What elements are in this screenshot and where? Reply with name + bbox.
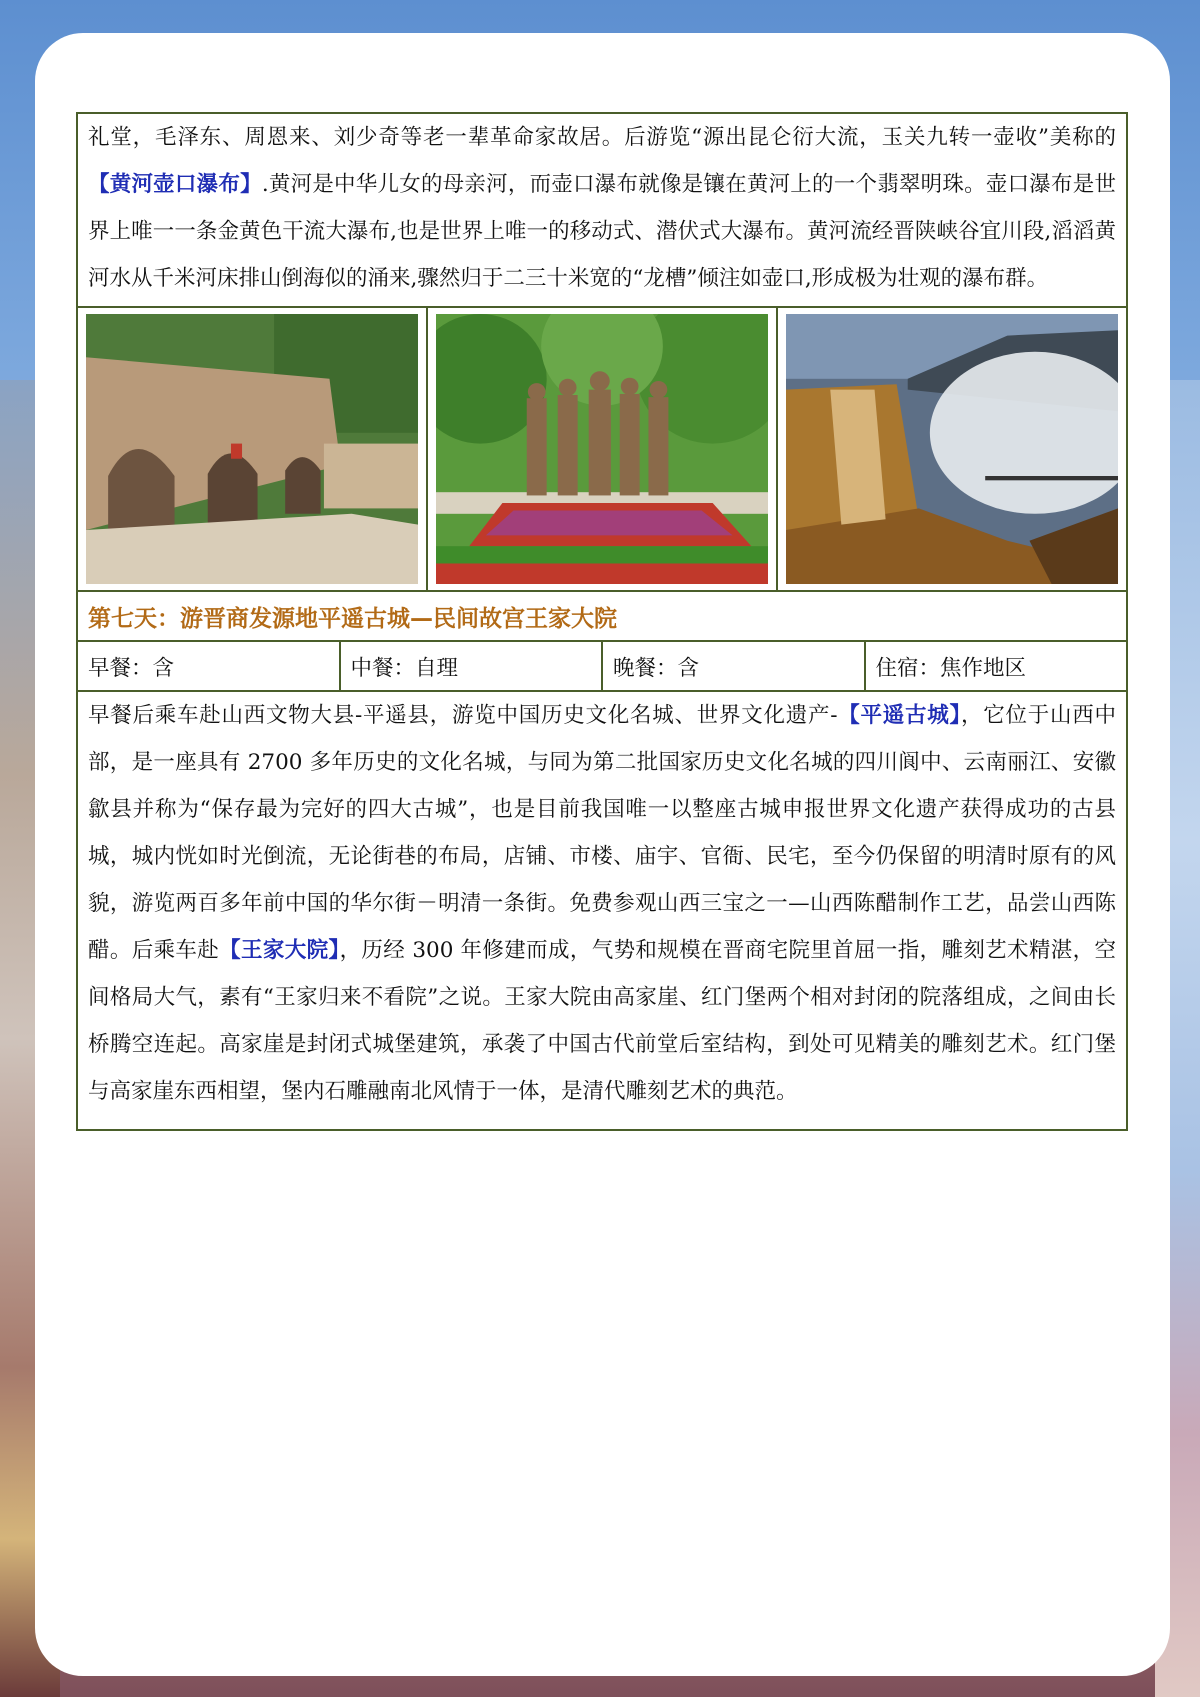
day7-text-3: ，历经 300 年修建而成，气势和规模在晋商宅院里首屈一指，雕刻艺术精湛，空间格局大气，素有“王家归来不看院”之说。王家大院由高家崖、红门堡两个相对封闭的院落组成，之间由长桥腾空连起。高家崖是封闭式城堡建筑，承袭了中国古代前堂后室结构，到处可见精美的雕刻艺术。红门堡与高家崖东西相望，堡内石雕融南北风情于一体，是清代雕刻艺术的典范。 (88, 938, 1116, 1104)
lunch-cell: 中餐：自理 (341, 642, 604, 690)
pingyao-ancient-city-link: 【平遥古城】 (837, 703, 961, 728)
cave-dwelling-image (86, 314, 418, 584)
itinerary-table (76, 112, 1128, 1131)
photo-row (78, 308, 1126, 592)
day7-paragraph (78, 692, 1126, 1129)
day7-text-1: 早餐后乘车赴山西文物大县-平遥县，游览中国历史文化名城、世界文化遗产- (88, 703, 838, 728)
hukou-waterfall-link: 【黄河壶口瀑布】 (88, 172, 262, 197)
breakfast-cell: 早餐：含 (78, 642, 341, 690)
day7-title: 第七天：游晋商发源地平遥古城—民间故宫王家大院 (78, 592, 1126, 642)
photo-statue-group (428, 308, 778, 590)
waterfall-image (786, 314, 1118, 584)
statue-image (436, 314, 768, 584)
day6-paragraph (78, 114, 1126, 306)
day6-description-row (78, 114, 1126, 308)
wang-family-compound-link: 【王家大院】 (219, 938, 340, 963)
day6-text-2: .黄河是中华儿女的母亲河，而壶口瀑布就像是镶在黄河上的一个翡翠明珠。壶口瀑布是世界上唯一一条金黄色干流大瀑布,也是世界上唯一的移动式、潜伏式大瀑布。黄河流经晋陕峡谷宜川段,滔滔黄河水从千米河床排山倒海似的涌来,骤然归于二三十米宽的“龙槽”倾注如壶口,形成极为壮观的瀑布群。 (88, 172, 1116, 291)
photo-hukou-waterfall (778, 308, 1126, 590)
day6-text-1: 礼堂，毛泽东、周恩来、刘少奇等老一辈革命家故居。后游览“源出昆仑衍大流，玉关九转一壶收”美称的 (88, 125, 1116, 150)
lodging-cell: 住宿：焦作地区 (875, 655, 1027, 681)
day7-meals-row (78, 642, 1126, 692)
day7-text-2: ，它位于山西中部，是一座具有 2700 多年历史的文化名城，与同为第二批国家历史文化名城的四川阆中、云南丽江、安徽歙县并称为“保存最为完好的四大古城”，也是目前我国唯一以整座古城申报世界文化遗产获得成功的古县城，城内恍如时光倒流，无论街巷的布局，店铺、市楼、庙宇、官衙、民宅，至今仍保留的明清时原有的风貌，游览两百多年前中国的华尔街－明清一条街。免费参观山西三宝之一—山西陈醋制作工艺，品尝山西陈醋。后乘车赴 (88, 703, 1116, 963)
photo-cave-dwellings (78, 308, 428, 590)
day7-description-row (78, 692, 1126, 1129)
dinner-cell: 晚餐：含 (603, 642, 866, 690)
